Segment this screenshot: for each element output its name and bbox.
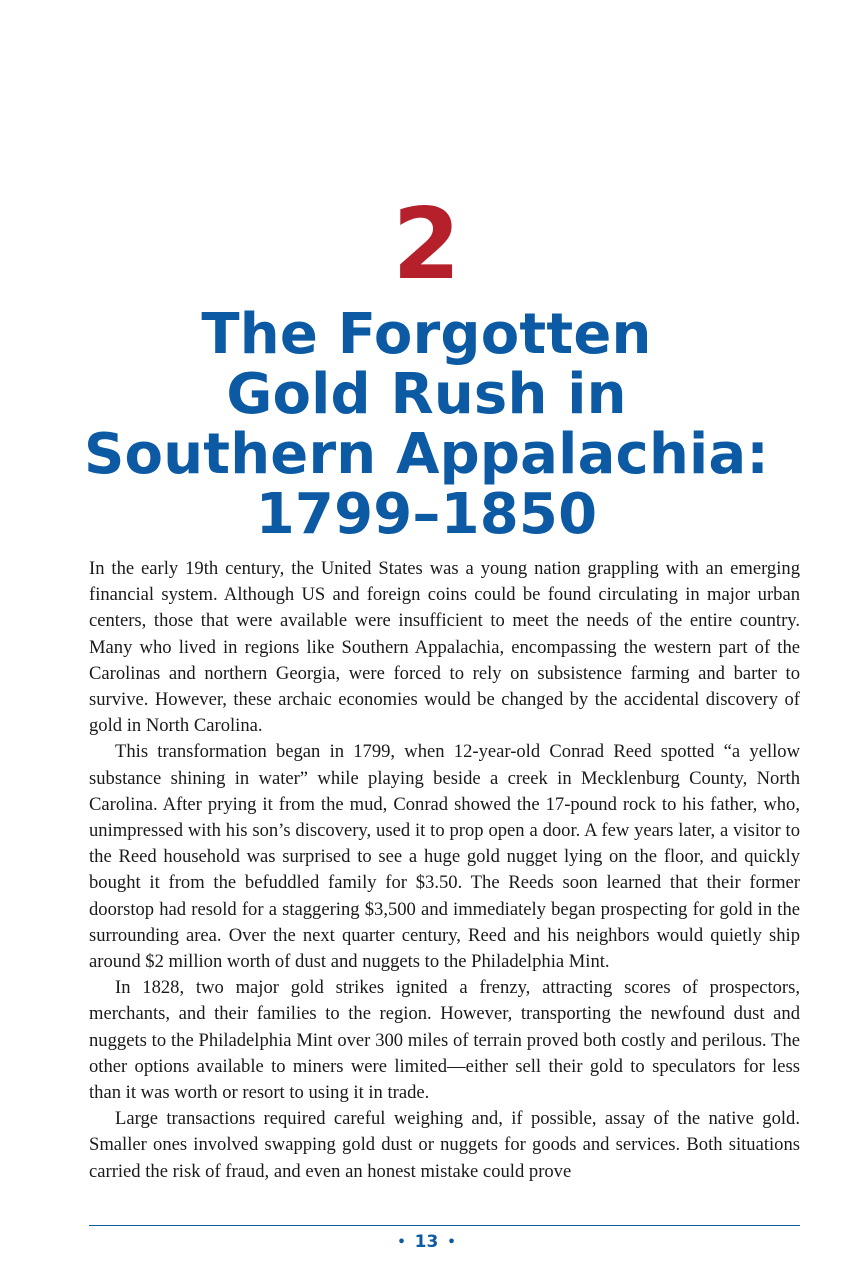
paragraph: In the early 19th century, the United States was a young nation grappling with an emerging financial system. Although US and foreign coins could be found circulating in major urban centers, those that were available were insufficient to meet the needs of the entire country. Many who lived in regions like Southern Appalachia, encompassing the western part of the Carolinas and northern Georgia, were forced to rely on subsistence farming and barter to survive. However, these archaic economies would be changed by the accidental discovery of gold in North Carolina. — [89, 558, 800, 737]
chapter-title-line: 1799–1850 — [255, 482, 598, 547]
page-number: 13 — [414, 1232, 439, 1252]
chapter-title — [60, 302, 793, 547]
chapter-number: 2 — [392, 188, 461, 302]
body-text — [89, 556, 800, 1185]
chapter-title-line: Southern Appalachia: — [84, 422, 769, 487]
bullet-ornament-right: • — [447, 1235, 456, 1250]
paragraph: In 1828, two major gold strikes ignited a frenzy, attracting scores of prospectors, merchants, and their families to the region. However, transporting the newfound dust and nuggets to the Philadelphia Mint over 300 miles of terrain proved both costly and perilous. The other options available to miners were limited—either sell their gold to speculators for less than it was worth or resort to using it in trade. — [89, 977, 800, 1104]
paragraph: This transformation began in 1799, when 12-year-old Conrad Reed spotted “a yellow substance shining in water” while playing beside a creek in Mecklenburg County, North Carolina. After prying it from the mud, Conrad showed the 17-pound rock to his father, who, unimpressed with his son’s discovery, used it to prop open a door. A few years later, a visitor to the Reed household was surprised to see a huge gold nugget lying on the floor, and quickly bought it from the befuddled family for $3.50. The Reeds soon learned that their former doorstop had resold for a staggering $3,500 and immediately began prospecting for gold in the surrounding area. Over the next quarter century, Reed and his neighbors would quietly ship around $2 million worth of dust and nuggets to the Philadelphia Mint. — [89, 741, 800, 973]
bullet-ornament-left: • — [397, 1235, 406, 1250]
chapter-title-line: The Forgotten — [201, 302, 652, 367]
page-folio — [0, 1230, 853, 1255]
footer-rule — [89, 1225, 800, 1226]
chapter-title-line: Gold Rush in — [226, 362, 627, 427]
paragraph: Large transactions required careful weighing and, if possible, assay of the native gold. Smaller ones involved swapping gold dust or nuggets for goods and services. Both situations carried the risk of fraud, and even an honest mistake could prove — [89, 1108, 800, 1182]
